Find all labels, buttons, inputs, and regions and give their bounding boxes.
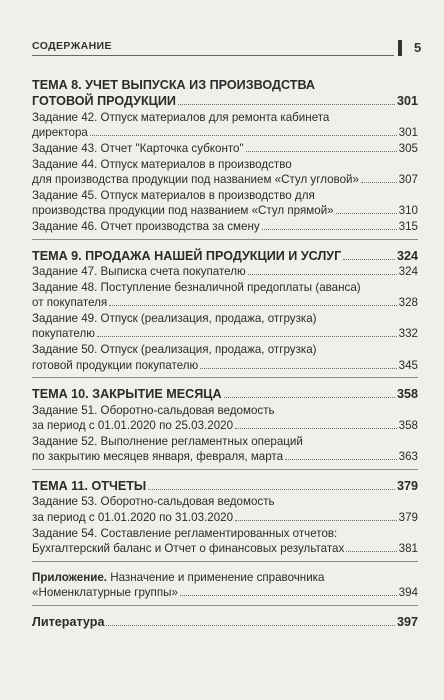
entry-page-number: 310 [398,204,418,218]
dot-leader [235,428,397,429]
entry-text: за период с 01.01.2020 по 31.03.2020 [32,510,234,524]
toc-entry[interactable] [32,418,418,434]
dot-leader [200,368,396,369]
dot-leader [97,336,397,337]
entry-page-number: 305 [398,142,418,155]
toc-entry[interactable] [32,342,418,358]
toc-section-t8 [32,77,418,235]
dot-leader [235,520,397,521]
entry-page-number: 358 [396,387,418,402]
running-head: СОДЕРЖАНИЕ [32,40,112,52]
entry-text: покупателю [32,327,95,341]
dot-leader [285,459,397,460]
dot-leader [246,151,397,152]
toc-heading[interactable] [32,93,418,109]
toc-heading[interactable] [32,77,418,93]
toc-section-lit [32,614,418,630]
toc-entry[interactable] [32,526,418,542]
entry-text: Задание 43. Отчет "Карточка субконто" [32,142,244,155]
header-marker [398,40,402,56]
dot-leader [148,489,395,490]
table-of-contents [32,77,418,630]
toc-entry[interactable] [32,264,418,280]
entry-page-number: 332 [398,327,418,341]
entry-text: директора [32,126,88,140]
entry-page-number: 358 [398,419,418,433]
entry-page-number: 328 [398,296,418,310]
dot-leader [90,135,397,136]
section-divider [32,469,418,470]
dot-leader [109,305,396,306]
entry-text: Задание 48. Поступление безналичной предоплаты (аванса) [32,280,361,294]
entry-page-number: 394 [398,586,418,600]
dot-leader [262,229,397,230]
section-divider [32,377,418,378]
dot-leader [106,625,395,626]
entry-text: Литература [32,614,105,629]
toc-entry[interactable] [32,157,418,173]
entry-text: для производства продукции под названием «Стул угловой» [32,173,359,187]
entry-page-number: 315 [398,219,418,233]
entry-text: «Номенклатурные группы» [32,586,178,600]
entry-text: ТЕМА 8. УЧЕТ ВЫПУСКА ИЗ ПРОИЗВОДСТВА [32,78,316,92]
entry-text: ТЕМА 11. ОТЧЕТЫ [32,478,147,493]
entry-text: Задание 54. Составление регламентированных отчетов: [32,526,338,540]
entry-page-number: 324 [396,248,418,263]
entry-text: Бухгалтерский баланс и Отчет о финансовых результатах [32,542,345,556]
toc-entry[interactable] [32,434,418,450]
entry-text: по закрытию месяцев января, февраля, марта [32,450,284,464]
toc-entry[interactable] [32,280,418,296]
dot-leader [336,213,397,214]
entry-text: Задание 49. Отпуск (реализация, продажа, отгрузка) [32,311,317,325]
entry-page-number: 301 [398,126,418,140]
dot-leader [178,104,395,105]
toc-heading[interactable] [32,386,418,402]
entry-page-number: 324 [398,264,418,278]
dot-leader [361,182,397,183]
entry-page-number: 307 [398,173,418,187]
entry-text [32,570,324,586]
toc-entry[interactable] [32,585,418,601]
toc-entry[interactable] [32,311,418,327]
section-divider [32,561,418,562]
entry-lead: Приложение. [32,570,107,584]
entry-text: готовой продукции покупателю [32,358,199,372]
toc-entry[interactable] [32,403,418,419]
toc-entry[interactable] [32,110,418,126]
entry-text: Задание 51. Оборотно-сальдовая ведомость [32,403,275,417]
entry-text: за период с 01.01.2020 по 25.03.2020 [32,419,234,433]
page-header [32,38,430,60]
entry-text: Задание 45. Отпуск материалов в производство для [32,188,315,202]
toc-entry[interactable] [32,203,418,219]
header-rule [32,55,394,56]
entry-text: Задание 42. Отпуск материалов для ремонта кабинета [32,110,330,124]
entry-text: производства продукции под названием «Стул прямой» [32,204,334,218]
toc-entry[interactable] [32,125,418,141]
toc-section-t10 [32,386,418,465]
entry-text: от покупателя [32,296,108,310]
toc-entry[interactable] [32,449,418,465]
toc-entry[interactable] [32,295,418,311]
entry-page-number: 379 [398,510,418,524]
entry-text: Задание 47. Выписка счета покупателю [32,264,246,278]
entry-text: ГОТОВОЙ ПРОДУКЦИИ [32,94,176,109]
entry-text: Задание 44. Отпуск материалов в производство [32,157,292,171]
toc-entry[interactable] [32,188,418,204]
toc-entry[interactable] [32,326,418,342]
toc-entry[interactable] [32,541,418,557]
entry-page-number: 381 [398,542,418,556]
entry-text: ТЕМА 10. ЗАКРЫТИЕ МЕСЯЦА [32,387,222,402]
entry-page-number: 363 [398,450,418,464]
section-divider [32,239,418,240]
toc-heading[interactable] [32,614,418,630]
toc-entry[interactable] [32,172,418,188]
entry-rest: Назначение и применение справочника [107,570,325,584]
page-number: 5 [414,40,422,55]
entry-text: Задание 52. Выполнение регламентных операций [32,434,303,448]
toc-section-app [32,570,418,601]
entry-page-number: 345 [398,358,418,372]
toc-heading[interactable] [32,248,418,264]
dot-leader [346,551,396,552]
toc-entry[interactable] [32,141,418,157]
dot-leader [248,274,397,275]
toc-entry[interactable] [32,494,418,510]
toc-entry[interactable] [32,510,418,526]
toc-entry[interactable] [32,570,418,586]
entry-page-number: 397 [396,614,418,629]
section-divider [32,605,418,606]
entry-text: ТЕМА 9. ПРОДАЖА НАШЕЙ ПРОДУКЦИИ И УСЛУГ [32,248,342,263]
entry-text: Задание 50. Отпуск (реализация, продажа, отгрузка) [32,342,317,356]
toc-section-t11 [32,478,418,557]
entry-text: Задание 53. Оборотно-сальдовая ведомость [32,495,275,509]
dot-leader [224,397,395,398]
toc-entry[interactable] [32,219,418,235]
dot-leader [343,259,395,260]
entry-page-number: 379 [396,478,418,493]
toc-heading[interactable] [32,478,418,494]
dot-leader [180,595,397,596]
toc-section-t9 [32,248,418,374]
toc-entry[interactable] [32,358,418,374]
entry-text: Задание 46. Отчет производства за смену [32,219,260,233]
entry-page-number: 301 [396,94,418,109]
